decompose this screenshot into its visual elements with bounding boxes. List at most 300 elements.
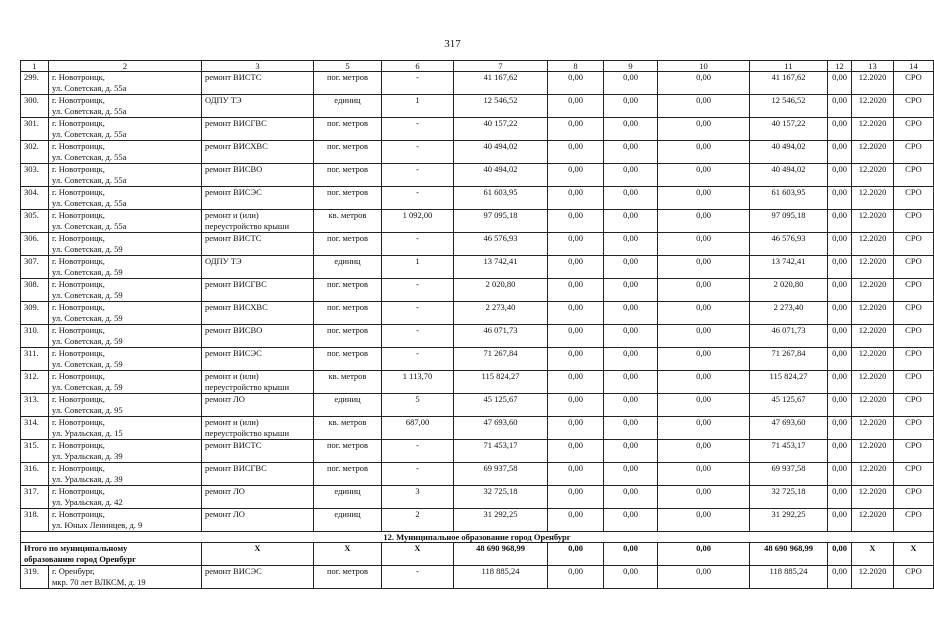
cost-col-10: 0,00: [658, 371, 750, 394]
cost-col-11: 69 937,58: [750, 463, 828, 486]
address-cell-line-2: ул. Советская, д. 55а: [52, 105, 127, 116]
cost-col-9: 0,00: [604, 141, 658, 164]
cost-col-9: 0,00: [604, 210, 658, 233]
address-cell-line-2: ул. Уральская, д. 39: [52, 473, 123, 484]
cost-col-11: 40 494,02: [750, 164, 828, 187]
work-type-cell: [202, 302, 314, 325]
work-type-cell-line-2: переустройство крыши: [205, 381, 290, 392]
cost-col-8: 0,00: [548, 72, 604, 95]
cost-col-11: 2 273,40: [750, 302, 828, 325]
work-type-cell: [202, 118, 314, 141]
quantity-cell: 1 092,00: [382, 210, 454, 233]
address-cell-line-1: г. Новотроицк,: [52, 302, 105, 312]
cost-total-cell: 71 453,17: [454, 440, 548, 463]
row-number: 299.: [21, 72, 49, 95]
header-cell: 3: [202, 61, 314, 72]
row-number: 311.: [21, 348, 49, 371]
method-cell: СРО: [894, 279, 934, 302]
cost-total-cell: 40 494,02: [454, 164, 548, 187]
address-cell: [49, 566, 202, 589]
address-cell: [49, 256, 202, 279]
method-cell: СРО: [894, 118, 934, 141]
address-cell-line-1: г. Новотроицк,: [52, 325, 105, 335]
address-cell: [49, 325, 202, 348]
cost-col-9: 0,00: [604, 279, 658, 302]
cost-col-12: 0,00: [828, 233, 852, 256]
quantity-cell: -: [382, 302, 454, 325]
section-row: [21, 532, 934, 543]
header-row: [21, 61, 934, 72]
cost-col-11: 31 292,25: [750, 509, 828, 532]
unit-cell: единиц: [314, 256, 382, 279]
table-row: [21, 95, 934, 118]
deadline-cell: 12.2020: [852, 210, 894, 233]
work-type-cell-line-1: ремонт ВИСВО: [205, 164, 263, 174]
cost-col-11: 32 725,18: [750, 486, 828, 509]
cost-col-12: 0,00: [828, 141, 852, 164]
cost-col-9: 0,00: [604, 371, 658, 394]
work-type-cell-line-1: ремонт ВИСГВС: [205, 463, 267, 473]
cost-col-9: 0,00: [604, 348, 658, 371]
method-cell: СРО: [894, 394, 934, 417]
deadline-cell: 12.2020: [852, 325, 894, 348]
table-row: [21, 509, 934, 532]
cost-total-cell: 47 693,60: [454, 417, 548, 440]
work-type-cell: [202, 440, 314, 463]
deadline-cell: 12.2020: [852, 187, 894, 210]
cost-col-8: 0,00: [548, 566, 604, 589]
cost-col-11: 41 167,62: [750, 72, 828, 95]
deadline-cell: 12.2020: [852, 95, 894, 118]
cost-col-11: 71 267,84: [750, 348, 828, 371]
method-cell: СРО: [894, 256, 934, 279]
work-type-cell: [202, 210, 314, 233]
work-type-cell: [202, 72, 314, 95]
total-label: [21, 543, 202, 566]
row-number: 305.: [21, 210, 49, 233]
cost-col-12: 0,00: [828, 394, 852, 417]
cost-col-8: 0,00: [548, 233, 604, 256]
address-cell-line-1: г. Новотроицк,: [52, 440, 105, 450]
work-type-cell-line-1: ремонт и (или): [205, 417, 259, 427]
address-cell-line-2: ул. Советская, д. 55а: [52, 220, 127, 231]
quantity-cell: -: [382, 72, 454, 95]
cost-col-8: 0,00: [548, 95, 604, 118]
row-number: 316.: [21, 463, 49, 486]
address-cell-line-1: г. Новотроицк,: [52, 72, 105, 82]
address-cell: [49, 509, 202, 532]
cost-col-12: 0,00: [828, 348, 852, 371]
cost-col-11: 13 742,41: [750, 256, 828, 279]
cost-col-11: 61 603,95: [750, 187, 828, 210]
address-cell: [49, 233, 202, 256]
works-table: [20, 60, 934, 589]
quantity-cell: 1 113,70: [382, 371, 454, 394]
cost-col-12: 0,00: [828, 325, 852, 348]
cost-col-10: 0,00: [658, 72, 750, 95]
work-type-cell-line-2: переустройство крыши: [205, 220, 290, 231]
cost-col-9: 0,00: [604, 233, 658, 256]
cost-col-10: 0,00: [658, 256, 750, 279]
work-type-cell-line-1: ремонт ВИСТС: [205, 72, 262, 82]
work-type-cell: [202, 141, 314, 164]
address-cell: [49, 118, 202, 141]
table-row: [21, 279, 934, 302]
cost-total-cell: 61 603,95: [454, 187, 548, 210]
cost-col-12: 0,00: [828, 371, 852, 394]
address-cell-line-1: г. Новотроицк,: [52, 394, 105, 404]
cost-col-12: 0,00: [828, 566, 852, 589]
header-cell: 9: [604, 61, 658, 72]
total-row: [21, 543, 934, 566]
address-cell: [49, 210, 202, 233]
address-cell-line-1: г. Новотроицк,: [52, 233, 105, 243]
address-cell-line-2: ул. Советская, д. 55а: [52, 82, 127, 93]
method-cell: СРО: [894, 141, 934, 164]
cost-col-9: 0,00: [604, 302, 658, 325]
cost-col-11: 97 095,18: [750, 210, 828, 233]
cost-col-12: 0,00: [828, 210, 852, 233]
work-type-cell-line-1: ремонт ВИСТС: [205, 440, 262, 450]
cost-col-11: 45 125,67: [750, 394, 828, 417]
cost-col-8: 0,00: [548, 325, 604, 348]
quantity-cell: -: [382, 187, 454, 210]
cost-col-8: 0,00: [548, 256, 604, 279]
cost-col-10: 0,00: [658, 417, 750, 440]
cost-col-10: 0,00: [658, 279, 750, 302]
cost-total-cell: 71 267,84: [454, 348, 548, 371]
cost-total-cell: 118 885,24: [454, 566, 548, 589]
cost-col-12: 0,00: [828, 187, 852, 210]
work-type-cell: [202, 279, 314, 302]
method-cell: СРО: [894, 164, 934, 187]
work-type-cell: [202, 187, 314, 210]
row-number: 309.: [21, 302, 49, 325]
work-type-cell-line-1: ремонт и (или): [205, 210, 259, 220]
unit-cell: пог. метров: [314, 72, 382, 95]
deadline-cell: 12.2020: [852, 279, 894, 302]
table-row: [21, 141, 934, 164]
header-cell: 7: [454, 61, 548, 72]
total-label-line-1: Итого по муниципальному: [24, 543, 128, 553]
cost-col-10: 0,00: [658, 302, 750, 325]
work-type-cell-line-1: ремонт ВИСГВС: [205, 279, 267, 289]
address-cell: [49, 463, 202, 486]
address-cell-line-2: мкр. 70 лет ВЛКСМ, д. 19: [52, 576, 146, 587]
total-c3: X: [202, 543, 314, 566]
cost-col-11: 71 453,17: [750, 440, 828, 463]
deadline-cell: 12.2020: [852, 509, 894, 532]
table-row: [21, 371, 934, 394]
table-row: [21, 325, 934, 348]
work-type-cell: [202, 509, 314, 532]
work-type-cell-line-1: ремонт ВИСТС: [205, 233, 262, 243]
method-cell: СРО: [894, 417, 934, 440]
unit-cell: кв. метров: [314, 371, 382, 394]
cost-col-8: 0,00: [548, 463, 604, 486]
cost-col-8: 0,00: [548, 394, 604, 417]
row-number: 300.: [21, 95, 49, 118]
cost-col-12: 0,00: [828, 118, 852, 141]
cost-col-11: 12 546,52: [750, 95, 828, 118]
section-title: 12. Муниципальное образование город Оренбург: [21, 532, 934, 543]
cost-col-12: 0,00: [828, 417, 852, 440]
page-number: 317: [444, 38, 461, 50]
deadline-cell: 12.2020: [852, 417, 894, 440]
unit-cell: единиц: [314, 486, 382, 509]
row-number: 317.: [21, 486, 49, 509]
address-cell-line-1: г. Оренбург,: [52, 566, 95, 576]
method-cell: СРО: [894, 95, 934, 118]
method-cell: СРО: [894, 440, 934, 463]
cost-col-10: 0,00: [658, 141, 750, 164]
cost-col-8: 0,00: [548, 210, 604, 233]
cost-col-12: 0,00: [828, 486, 852, 509]
total-c8: 0,00: [548, 543, 604, 566]
work-type-cell-line-1: ремонт ВИСЭС: [205, 566, 262, 576]
cost-col-9: 0,00: [604, 164, 658, 187]
deadline-cell: 12.2020: [852, 440, 894, 463]
address-cell-line-1: г. Новотроицк,: [52, 187, 105, 197]
method-cell: СРО: [894, 233, 934, 256]
address-cell-line-2: ул. Советская, д. 59: [52, 289, 123, 300]
quantity-cell: 3: [382, 486, 454, 509]
address-cell-line-2: ул. Советская, д. 59: [52, 312, 123, 323]
table-row: [21, 486, 934, 509]
deadline-cell: 12.2020: [852, 371, 894, 394]
method-cell: СРО: [894, 566, 934, 589]
quantity-cell: -: [382, 463, 454, 486]
work-type-cell: [202, 164, 314, 187]
cost-col-11: 47 693,60: [750, 417, 828, 440]
quantity-cell: -: [382, 566, 454, 589]
cost-col-12: 0,00: [828, 463, 852, 486]
unit-cell: пог. метров: [314, 566, 382, 589]
deadline-cell: 12.2020: [852, 256, 894, 279]
row-number: 313.: [21, 394, 49, 417]
address-cell: [49, 371, 202, 394]
work-type-cell: [202, 394, 314, 417]
cost-col-9: 0,00: [604, 394, 658, 417]
deadline-cell: 12.2020: [852, 72, 894, 95]
cost-col-12: 0,00: [828, 256, 852, 279]
work-type-cell-line-1: ремонт ВИСВО: [205, 325, 263, 335]
work-type-cell: [202, 463, 314, 486]
cost-col-11: 40 494,02: [750, 141, 828, 164]
cost-col-8: 0,00: [548, 509, 604, 532]
cost-col-8: 0,00: [548, 302, 604, 325]
cost-col-10: 0,00: [658, 118, 750, 141]
quantity-cell: -: [382, 233, 454, 256]
row-number: 315.: [21, 440, 49, 463]
quantity-cell: -: [382, 325, 454, 348]
work-type-cell: [202, 233, 314, 256]
address-cell: [49, 164, 202, 187]
method-cell: СРО: [894, 509, 934, 532]
cost-col-8: 0,00: [548, 118, 604, 141]
cost-col-10: 0,00: [658, 348, 750, 371]
unit-cell: пог. метров: [314, 118, 382, 141]
header-cell: 1: [21, 61, 49, 72]
table-row: [21, 302, 934, 325]
work-type-cell: [202, 486, 314, 509]
cost-col-8: 0,00: [548, 371, 604, 394]
method-cell: СРО: [894, 187, 934, 210]
address-cell-line-2: ул. Советская, д. 55а: [52, 197, 127, 208]
cost-total-cell: 45 125,67: [454, 394, 548, 417]
cost-col-9: 0,00: [604, 187, 658, 210]
row-number: 310.: [21, 325, 49, 348]
address-cell-line-2: ул. Уральская, д. 15: [52, 427, 123, 438]
cost-col-9: 0,00: [604, 440, 658, 463]
table-row: [21, 210, 934, 233]
method-cell: СРО: [894, 371, 934, 394]
address-cell-line-1: г. Новотроицк,: [52, 279, 105, 289]
work-type-cell-line-1: ремонт ВИСЭС: [205, 348, 262, 358]
quantity-cell: 1: [382, 95, 454, 118]
total-c6: X: [382, 543, 454, 566]
total-c14: X: [894, 543, 934, 566]
total-c10: 0,00: [658, 543, 750, 566]
address-cell-line-2: ул. Уральская, д. 42: [52, 496, 123, 507]
address-cell-line-2: ул. Советская, д. 59: [52, 358, 123, 369]
cost-total-cell: 41 167,62: [454, 72, 548, 95]
work-type-cell-line-2: переустройство крыши: [205, 427, 290, 438]
unit-cell: пог. метров: [314, 279, 382, 302]
cost-col-10: 0,00: [658, 187, 750, 210]
cost-col-12: 0,00: [828, 440, 852, 463]
table-row: [21, 72, 934, 95]
cost-col-10: 0,00: [658, 394, 750, 417]
row-number: 304.: [21, 187, 49, 210]
unit-cell: пог. метров: [314, 141, 382, 164]
deadline-cell: 12.2020: [852, 164, 894, 187]
cost-col-10: 0,00: [658, 233, 750, 256]
unit-cell: пог. метров: [314, 440, 382, 463]
cost-col-9: 0,00: [604, 72, 658, 95]
address-cell: [49, 95, 202, 118]
cost-col-11: 40 157,22: [750, 118, 828, 141]
work-type-cell-line-1: ОДПУ ТЭ: [205, 95, 242, 105]
work-type-cell-line-1: ремонт ВИСХВС: [205, 302, 268, 312]
cost-col-8: 0,00: [548, 348, 604, 371]
cost-col-8: 0,00: [548, 417, 604, 440]
table-row: [21, 566, 934, 589]
method-cell: СРО: [894, 210, 934, 233]
address-cell-line-1: г. Новотроицк,: [52, 210, 105, 220]
cost-col-8: 0,00: [548, 486, 604, 509]
header-cell: 2: [49, 61, 202, 72]
deadline-cell: 12.2020: [852, 463, 894, 486]
work-type-cell: [202, 256, 314, 279]
address-cell-line-2: ул. Советская, д. 55а: [52, 128, 127, 139]
unit-cell: единиц: [314, 509, 382, 532]
row-number: 308.: [21, 279, 49, 302]
unit-cell: пог. метров: [314, 164, 382, 187]
cost-total-cell: 40 494,02: [454, 141, 548, 164]
cost-total-cell: 13 742,41: [454, 256, 548, 279]
address-cell: [49, 279, 202, 302]
cost-col-12: 0,00: [828, 279, 852, 302]
work-type-cell: [202, 95, 314, 118]
cost-col-9: 0,00: [604, 118, 658, 141]
cost-total-cell: 46 071,73: [454, 325, 548, 348]
total-label-line-2: образованию город Оренбург: [24, 553, 136, 564]
quantity-cell: 5: [382, 394, 454, 417]
address-cell-line-2: ул. Советская, д. 59: [52, 266, 123, 277]
method-cell: СРО: [894, 72, 934, 95]
quantity-cell: -: [382, 118, 454, 141]
address-cell-line-1: г. Новотроицк,: [52, 509, 105, 519]
cost-col-10: 0,00: [658, 486, 750, 509]
work-type-cell-line-1: ОДПУ ТЭ: [205, 256, 242, 266]
total-c11: 48 690 968,99: [750, 543, 828, 566]
unit-cell: кв. метров: [314, 417, 382, 440]
address-cell-line-2: ул. Уральская, д. 39: [52, 450, 123, 461]
method-cell: СРО: [894, 486, 934, 509]
deadline-cell: 12.2020: [852, 348, 894, 371]
cost-total-cell: 40 157,22: [454, 118, 548, 141]
cost-col-11: 46 576,93: [750, 233, 828, 256]
table-row: [21, 187, 934, 210]
address-cell-line-2: ул. Советская, д. 59: [52, 243, 123, 254]
cost-col-12: 0,00: [828, 164, 852, 187]
deadline-cell: 12.2020: [852, 394, 894, 417]
address-cell: [49, 440, 202, 463]
address-cell-line-1: г. Новотроицк,: [52, 486, 105, 496]
method-cell: СРО: [894, 302, 934, 325]
row-number: 303.: [21, 164, 49, 187]
cost-col-9: 0,00: [604, 463, 658, 486]
table-row: [21, 394, 934, 417]
deadline-cell: 12.2020: [852, 486, 894, 509]
address-cell-line-1: г. Новотроицк,: [52, 417, 105, 427]
unit-cell: пог. метров: [314, 233, 382, 256]
row-number: 306.: [21, 233, 49, 256]
cost-col-9: 0,00: [604, 417, 658, 440]
deadline-cell: 12.2020: [852, 118, 894, 141]
work-type-cell: [202, 566, 314, 589]
unit-cell: пог. метров: [314, 325, 382, 348]
row-number: 319.: [21, 566, 49, 589]
cost-total-cell: 32 725,18: [454, 486, 548, 509]
row-number: 307.: [21, 256, 49, 279]
work-type-cell-line-1: ремонт ЛО: [205, 486, 245, 496]
header-cell: 11: [750, 61, 828, 72]
work-type-cell: [202, 417, 314, 440]
header-cell: 12: [828, 61, 852, 72]
work-type-cell-line-1: ремонт и (или): [205, 371, 259, 381]
address-cell-line-1: г. Новотроицк,: [52, 141, 105, 151]
row-number: 318.: [21, 509, 49, 532]
work-type-cell: [202, 371, 314, 394]
work-type-cell-line-1: ремонт ЛО: [205, 509, 245, 519]
cost-total-cell: 69 937,58: [454, 463, 548, 486]
quantity-cell: -: [382, 164, 454, 187]
address-cell-line-1: г. Новотроицк,: [52, 371, 105, 381]
header-cell: 10: [658, 61, 750, 72]
cost-col-11: 118 885,24: [750, 566, 828, 589]
unit-cell: пог. метров: [314, 302, 382, 325]
address-cell: [49, 187, 202, 210]
address-cell-line-1: г. Новотроицк,: [52, 164, 105, 174]
unit-cell: кв. метров: [314, 210, 382, 233]
cost-col-8: 0,00: [548, 164, 604, 187]
cost-col-10: 0,00: [658, 325, 750, 348]
total-c5: X: [314, 543, 382, 566]
cost-total-cell: 97 095,18: [454, 210, 548, 233]
quantity-cell: 1: [382, 256, 454, 279]
